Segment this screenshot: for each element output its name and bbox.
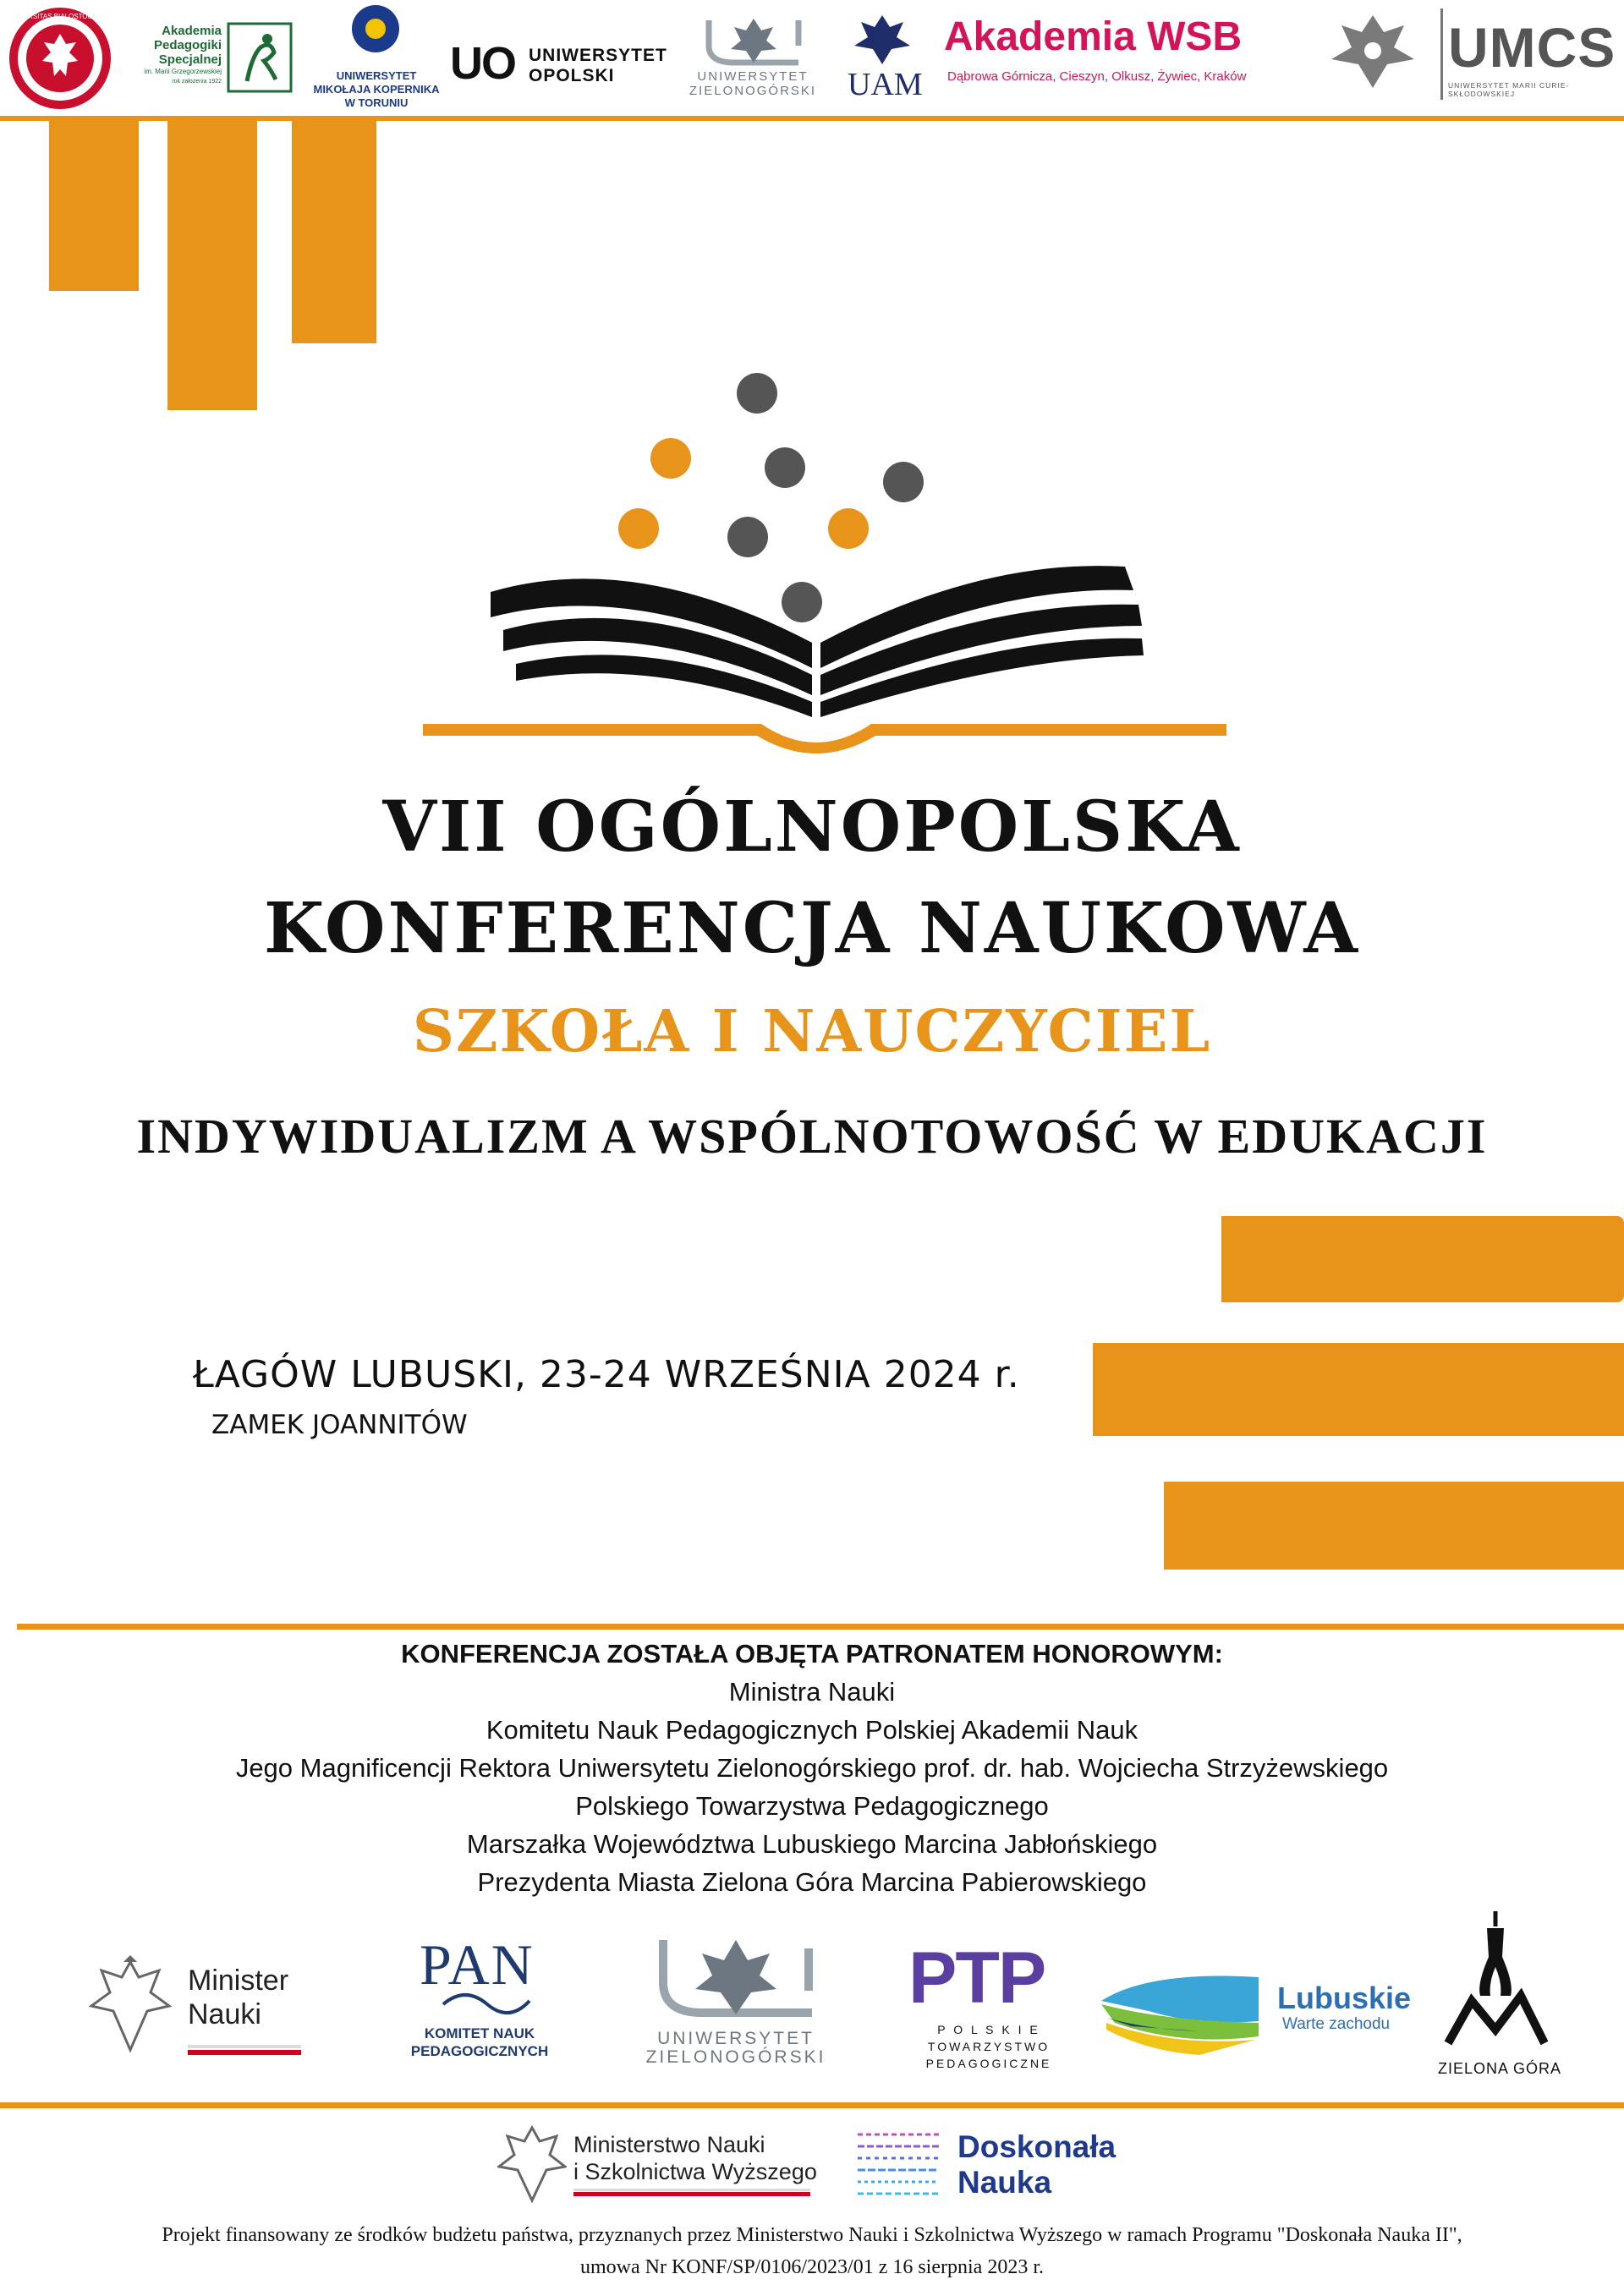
- uo-line2: OPOLSKI: [529, 66, 615, 85]
- uz-eagle-icon: [700, 12, 807, 71]
- dot-2: [650, 438, 691, 479]
- mid-divider: [17, 1624, 1624, 1630]
- venue-date-place: ŁAGÓW LUBUSKI, 23-24 WRZEŚNIA 2024 r.: [193, 1353, 1020, 1396]
- ptp-line2: TOWARZYSTWO: [927, 2040, 1051, 2053]
- aps-line3: Specjalnej: [158, 52, 222, 67]
- pan-swirl-icon: [440, 1989, 533, 2018]
- mnisw-line1: Ministerstwo Nauki: [573, 2132, 765, 2157]
- decor-bar-right-3: [1164, 1482, 1624, 1570]
- venue-building: ZAMEK JOANNITÓW: [211, 1410, 468, 1440]
- uz-top-line2: ZIELONOGÓRSKI: [689, 84, 817, 98]
- mnisw-eagle-icon: [497, 2123, 567, 2204]
- ptp-text: [908, 2021, 1069, 2072]
- minister-text: [188, 1964, 288, 2031]
- minister-line2: Nauki: [188, 1998, 261, 2030]
- decor-bar-right-2: [1093, 1343, 1624, 1436]
- dot-1: [737, 373, 777, 414]
- wsb-title: Akademia WSB: [944, 14, 1243, 59]
- pan-line2: PEDAGOGICZNYCH: [410, 2043, 549, 2059]
- aps-figure-icon: [227, 22, 293, 93]
- footer-line-1: Projekt finansowany ze środków budżetu państwa, przyznanych przez Ministerstwo Nauki i Szkolnictwa Wyższego w ramach Programu "Doskonała Nauka II",: [162, 2224, 1462, 2246]
- wsb-sub: Dąbrowa Górnicza, Cieszyn, Olkusz, Żywiec, Kraków: [947, 69, 1247, 84]
- pan-text: [391, 2025, 568, 2060]
- dot-6: [727, 517, 768, 557]
- title-line-3: SZKOŁA I NAUCZYCIEL: [412, 998, 1212, 1066]
- minister-flag-red: [188, 2050, 301, 2055]
- uo-mark: UO: [450, 38, 515, 89]
- umcs-eagle-icon: [1309, 7, 1436, 100]
- mnisw-flag-white: [573, 2189, 810, 2191]
- lubuskie-wave-icon: [1098, 1970, 1262, 2057]
- zielona-gora-icon: [1443, 1908, 1548, 2052]
- zielona-gora-text: ZIELONA GÓRA: [1438, 2060, 1562, 2077]
- patronage-item: Komitetu Nauk Pedagogicznych Polskiej Akademii Nauk: [486, 1715, 1138, 1745]
- uz-top-text: [685, 69, 820, 98]
- title-line-2: KONFERENCJA NAUKOWA: [263, 888, 1361, 969]
- dot-8: [782, 582, 822, 622]
- ptp-line1: P O L S K I E: [937, 2023, 1040, 2036]
- umk-line1: UNIWERSYTET: [336, 69, 417, 82]
- umk-line2: MIKOŁAJA KOPERNIKA: [313, 83, 440, 96]
- patronage-item: Prezydenta Miasta Zielona Góra Marcina Pabierowskiego: [477, 1867, 1147, 1897]
- umk-logo-text: [304, 69, 448, 110]
- dot-4: [883, 462, 924, 502]
- umcs-title: UMCS: [1448, 16, 1616, 79]
- doskonala-nauka-icon: [854, 2123, 944, 2204]
- uz-patron-line2: ZIELONOGÓRSKI: [645, 2047, 826, 2067]
- bottom-divider: [0, 2102, 1624, 2108]
- uz-patron-line1: UNIWERSYTET: [657, 2029, 815, 2048]
- uam-text: UAM: [848, 67, 923, 102]
- lubuskie-sub: Warte zachodu: [1282, 2015, 1391, 2033]
- umk-sun-icon: [345, 3, 406, 56]
- open-book-logo: [414, 364, 1226, 770]
- dot-5: [618, 508, 659, 549]
- mnisw-flag-red: [573, 2192, 810, 2196]
- minister-line1: Minister: [188, 1964, 289, 1997]
- umcs-divider: [1440, 8, 1443, 100]
- aps-logo-text: [129, 24, 222, 87]
- pan-line1: KOMITET NAUK: [424, 2025, 535, 2041]
- uz-patron-text: [643, 2030, 829, 2067]
- footer-line-2: umowa Nr KONF/SP/0106/2023/01 z 16 sierpnia 2023 r.: [580, 2256, 1044, 2278]
- ptp-line3: PEDAGOGICZNE: [925, 2057, 1052, 2070]
- patronage-heading: KONFERENCJA ZOSTAŁA OBJĘTA PATRONATEM HONOROWYM:: [401, 1639, 1223, 1669]
- doskonala-nauka-text: [957, 2129, 1116, 2200]
- subtitle: INDYWIDUALIZM A WSPÓLNOTOWOŚĆ W EDUKACJI: [136, 1109, 1488, 1164]
- umcs-sub: UNIWERSYTET MARII CURIE-SKŁODOWSKIEJ: [1448, 81, 1570, 98]
- patronage-item: Jego Magnificencji Rektora Uniwersytetu Zielonogórskiego prof. dr. hab. Wojciecha Strzyżewskiego: [235, 1753, 1389, 1783]
- decor-bar-top-1: [49, 121, 139, 291]
- uam-eagle-icon: [848, 10, 917, 69]
- uwb-seal-logo: [7, 5, 113, 112]
- dot-7: [828, 508, 869, 549]
- decor-bar-right-1: [1221, 1216, 1624, 1302]
- uwb-seal-text: UNIVERSITAS BIALOSTOCENSIS: [7, 13, 113, 20]
- patronage-item: Polskiego Towarzystwa Pedagogicznego: [575, 1791, 1049, 1821]
- aps-line2: Pedagogiki: [153, 38, 222, 52]
- aps-line4: im. Marii Grzegorzewskiej: [144, 68, 222, 75]
- uz-top-line1: UNIWERSYTET: [697, 69, 809, 84]
- decor-bar-top-2: [167, 121, 257, 410]
- minister-eagle-icon: [85, 1955, 176, 2060]
- aps-line1: Akademia: [162, 24, 222, 38]
- minister-flag-white: [188, 2045, 301, 2048]
- uo-logo-text: [529, 46, 667, 86]
- dot-3: [765, 447, 805, 488]
- dn-line1: Doskonała: [957, 2129, 1116, 2164]
- uz-patron-eagle-icon: [651, 1932, 820, 2026]
- title-line-1: VII OGÓLNOPOLSKA: [382, 786, 1242, 868]
- umk-line3: W TORUNIU: [344, 96, 409, 109]
- mnisw-line2: i Szkolnictwa Wyższego: [573, 2159, 817, 2184]
- pan-mark: PAN: [420, 1932, 535, 1997]
- ptp-mark: PTP: [908, 1937, 1045, 2019]
- patronage-item: Marszałka Województwa Lubuskiego Marcina Jabłońskiego: [466, 1829, 1158, 1859]
- aps-line5: rok założenia 1922: [172, 79, 222, 85]
- lubuskie-title: Lubuskie: [1277, 1981, 1412, 2015]
- dn-line2: Nauka: [957, 2165, 1052, 2200]
- uo-line1: UNIWERSYTET: [529, 46, 667, 65]
- patronage-item: Ministra Nauki: [728, 1677, 896, 1707]
- mnisw-text: [573, 2131, 817, 2185]
- decor-bar-top-3: [292, 121, 376, 343]
